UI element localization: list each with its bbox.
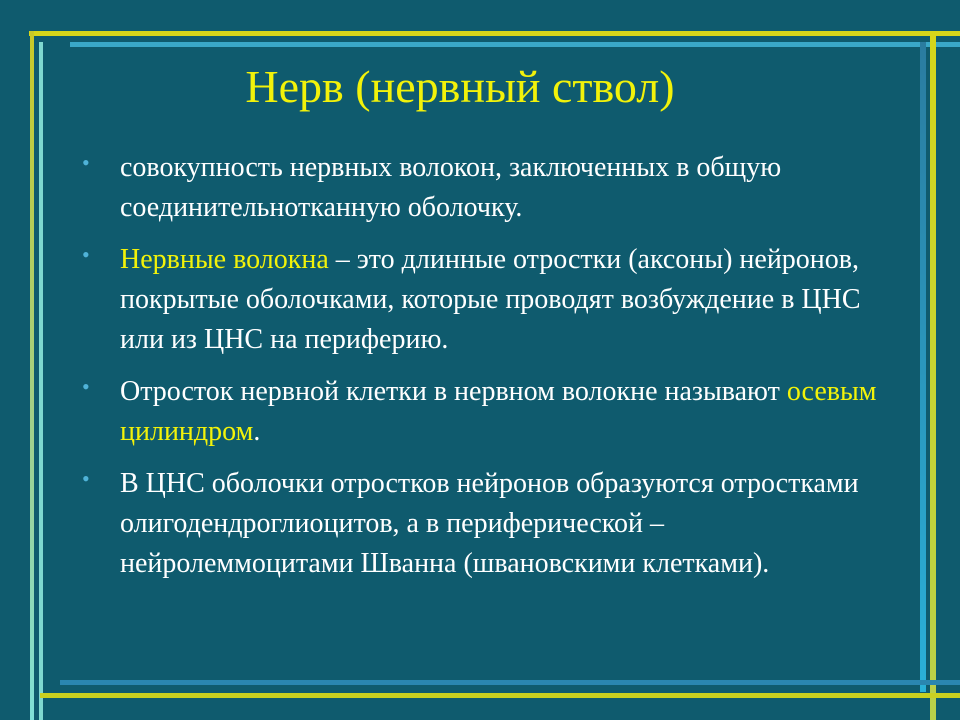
decor-bar-right-blue [920,42,926,692]
bullet-text-end: . [253,416,261,447]
bullet-text: Отросток нервной клетки в нервном волокне называют [120,376,787,407]
bullet-text: совокупность нервных волокон, заключенных в общую соединительнотканную оболочку. [120,152,782,223]
bullet-dot-icon: • [82,466,90,491]
decor-bar-top-blue [70,42,960,47]
bullet-text: – это длинные отростки (аксоны) нейронов, покрытые оболочками, которые проводят возбуждение в ЦНС или из ЦНС на периферию. [120,244,861,355]
decor-bar-left-outer [30,31,34,720]
highlighted-term: Нервные волокна [120,244,329,275]
bullet-dot-icon: • [82,150,90,175]
decor-bar-bottom-blue [60,680,960,685]
slide-title: Нерв (нервный ствол) [245,61,675,112]
decor-bar-left-inner [39,42,43,720]
bullet-dot-icon: • [82,374,90,399]
bullet-list [82,148,882,596]
decor-bar-top-yellow [29,31,960,36]
bullet-dot-icon: • [82,242,90,267]
decor-bar-right-yellow [930,31,936,720]
bullet-text: В ЦНС оболочки отростков нейронов образуются отростками олигодендроглиоцитов, а в периферической – нейролеммоцитами Шванна (швановскими клетками). [120,468,859,579]
bullet-item-4 [82,464,882,584]
decor-bar-bottom-yellow [40,693,960,698]
bullet-item-3 [82,372,882,452]
highlighted-term: осевым цилиндром [120,376,877,447]
bullet-item-1 [82,148,882,228]
bullet-item-2 [82,240,882,360]
